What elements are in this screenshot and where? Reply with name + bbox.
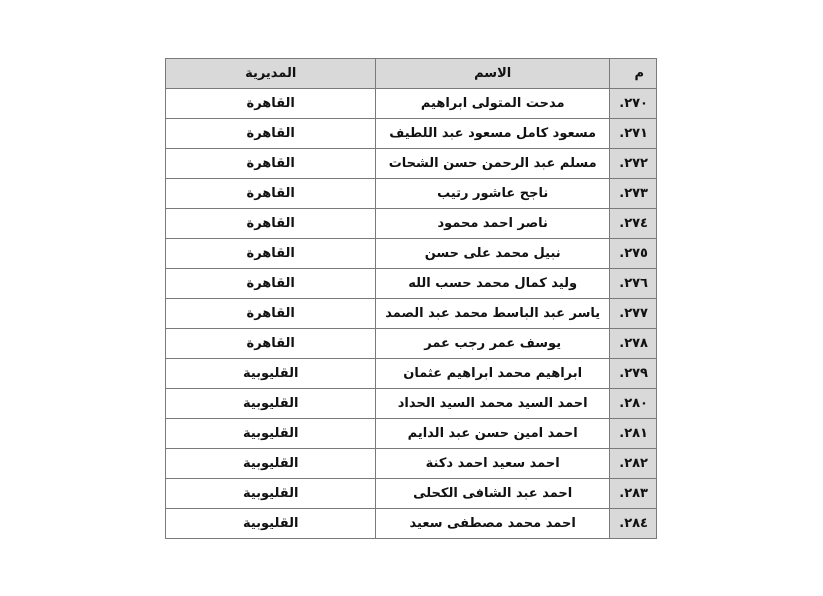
row-name: احمد سعيد احمد دكنة: [376, 449, 609, 479]
table-row: [166, 449, 657, 479]
row-number: ٢٧٧.: [609, 299, 656, 329]
header-number: م: [609, 59, 656, 89]
row-name: احمد السيد محمد السيد الحداد: [376, 389, 609, 419]
table-row: [166, 149, 657, 179]
row-number: ٢٧١.: [609, 119, 656, 149]
row-name: مدحت المتولى ابراهيم: [376, 89, 609, 119]
table-row: [166, 359, 657, 389]
table-header: [166, 59, 657, 89]
row-number: ٢٧٨.: [609, 329, 656, 359]
row-number: ٢٨٣.: [609, 479, 656, 509]
row-number: ٢٧٠.: [609, 89, 656, 119]
row-name: وليد كمال محمد حسب الله: [376, 269, 609, 299]
table-row: [166, 419, 657, 449]
table-row: [166, 479, 657, 509]
table-row: [166, 269, 657, 299]
row-number: ٢٧٣.: [609, 179, 656, 209]
table-row: [166, 299, 657, 329]
row-directorate: القاهرة: [166, 89, 376, 119]
row-directorate: القليوبية: [166, 479, 376, 509]
row-directorate: القليوبية: [166, 419, 376, 449]
row-directorate: القاهرة: [166, 149, 376, 179]
row-name: ياسر عبد الباسط محمد عبد الصمد: [376, 299, 609, 329]
row-directorate: القاهرة: [166, 119, 376, 149]
row-name: مسلم عبد الرحمن حسن الشحات: [376, 149, 609, 179]
table-row: [166, 389, 657, 419]
header-row: [166, 59, 657, 89]
row-number: ٢٧٩.: [609, 359, 656, 389]
row-number: ٢٧٤.: [609, 209, 656, 239]
row-directorate: القليوبية: [166, 449, 376, 479]
table-row: [166, 239, 657, 269]
row-directorate: القاهرة: [166, 179, 376, 209]
row-name: مسعود كامل مسعود عبد اللطيف: [376, 119, 609, 149]
row-name: احمد محمد مصطفى سعيد: [376, 509, 609, 539]
row-name: ناصر احمد محمود: [376, 209, 609, 239]
table-row: [166, 119, 657, 149]
row-name: نبيل محمد على حسن: [376, 239, 609, 269]
row-name: يوسف عمر رجب عمر: [376, 329, 609, 359]
row-directorate: القليوبية: [166, 359, 376, 389]
row-number: ٢٧٦.: [609, 269, 656, 299]
row-name: احمد امين حسن عبد الدايم: [376, 419, 609, 449]
row-directorate: القاهرة: [166, 329, 376, 359]
names-table: [165, 58, 657, 539]
row-name: ابراهيم محمد ابراهيم عثمان: [376, 359, 609, 389]
table-row: [166, 89, 657, 119]
row-name: احمد عبد الشافى الكحلى: [376, 479, 609, 509]
table-row: [166, 209, 657, 239]
table-row: [166, 179, 657, 209]
header-directorate: المديرية: [166, 59, 376, 89]
row-directorate: القليوبية: [166, 509, 376, 539]
header-name: الاسم: [376, 59, 609, 89]
row-number: ٢٨٤.: [609, 509, 656, 539]
row-directorate: القليوبية: [166, 389, 376, 419]
row-number: ٢٧٢.: [609, 149, 656, 179]
row-directorate: القاهرة: [166, 269, 376, 299]
table-row: [166, 329, 657, 359]
row-number: ٢٨١.: [609, 419, 656, 449]
row-directorate: القاهرة: [166, 209, 376, 239]
row-directorate: القاهرة: [166, 299, 376, 329]
row-name: ناجح عاشور رتيب: [376, 179, 609, 209]
row-number: ٢٨٠.: [609, 389, 656, 419]
table-row: [166, 509, 657, 539]
row-directorate: القاهرة: [166, 239, 376, 269]
table-body: [166, 89, 657, 539]
row-number: ٢٨٢.: [609, 449, 656, 479]
row-number: ٢٧٥.: [609, 239, 656, 269]
